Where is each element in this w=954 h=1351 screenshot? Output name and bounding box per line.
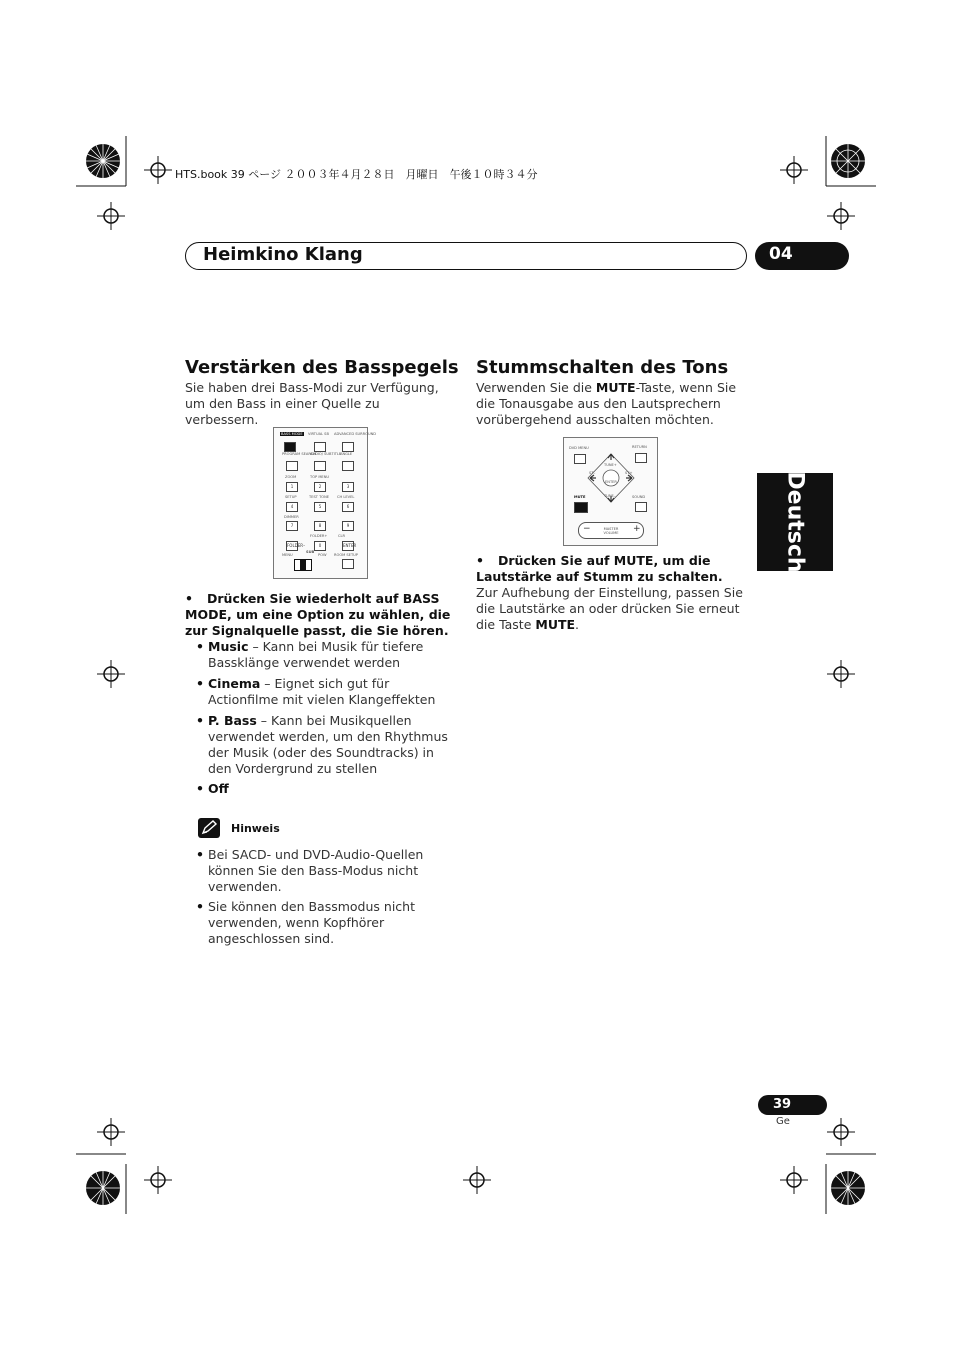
mute-key: MUTE	[595, 380, 636, 395]
option-desc: – Kann bei Musikquellen verwendet werden, um den Rhythmus der Musik (oder des Soundtracks) in den Vordergrund zu stellen	[208, 713, 448, 776]
remote-label: SETUP	[285, 495, 297, 499]
crosshair-mark	[780, 156, 808, 184]
remote-label: SUB	[306, 550, 315, 554]
remote-label: PROGRAM SEARCH	[282, 452, 316, 456]
remote-label: BASS MODE	[281, 432, 303, 436]
remote-label: CLR	[338, 534, 346, 538]
room-setup-button	[342, 559, 354, 569]
remote-label: DIMMER	[284, 515, 299, 519]
remote-label: TOP MENU	[310, 475, 330, 479]
remote-illustration-mute	[563, 437, 658, 546]
language-tab-label: Deutsch	[782, 471, 808, 573]
chapter-title: Heimkino Klang	[203, 244, 363, 265]
remote-label: ROOM SETUP	[334, 553, 358, 557]
remote-button-enter: ENTER	[342, 541, 354, 551]
bass-intro: Sie haben drei Bass-Modi zur Verfügung, um den Bass in einer Quelle zu verbessern.	[185, 380, 439, 427]
remote-label: FOLDER+	[310, 534, 328, 538]
option-term: Cinema	[208, 676, 261, 691]
option-desc: – Kann bei Musik für tiefere Bassklänge verwendet werden	[208, 639, 424, 670]
mute-after-text: Zur Aufhebung der Einstellung, passen Sie die Lautstärke an oder drücken Sie erneut die Taste	[476, 585, 743, 632]
remote-button-3: 3	[342, 482, 354, 492]
list-item	[186, 639, 458, 671]
remote-button	[286, 461, 298, 471]
remote-button-9: 9	[342, 521, 354, 531]
master-volume-control	[578, 522, 644, 539]
remote-label: ST–	[589, 471, 596, 475]
list-item	[186, 713, 458, 777]
remote-label: DVD MENU	[569, 446, 589, 450]
page-number: 39	[758, 1095, 827, 1115]
remote-label: ANGLE	[340, 452, 353, 456]
remote-button-2: 2	[314, 482, 326, 492]
remote-button-clr: FOLDER–	[286, 541, 298, 551]
remote-label: RETURN	[632, 445, 647, 449]
bass-mode-button	[284, 442, 296, 452]
remote-button-6: 6	[342, 502, 354, 512]
mute-button	[574, 502, 588, 513]
option-term: Off	[208, 781, 229, 796]
remote-label: CH LEVEL	[337, 495, 355, 499]
crop-mark-bottom-left	[76, 1150, 140, 1214]
mute-intro-text: Verwenden Sie die	[476, 380, 596, 395]
remote-label: ENTER	[605, 480, 617, 484]
remote-illustration-bass-mode	[273, 427, 377, 579]
option-desc: – Eignet sich gut für Actionfilme mit vielen Klangeffekten	[208, 676, 436, 707]
remote-button-0: 0	[314, 541, 326, 551]
remote-label: AUDIO/ SUBTITLE	[310, 452, 342, 456]
mute-step-text: Drücken Sie auf MUTE, um die Lautstärke auf Stumm zu schalten.	[476, 553, 723, 584]
remote-button-5: 5	[314, 502, 326, 512]
remote-label: SOUND	[632, 495, 646, 499]
remote-label: TUNE–	[604, 494, 616, 498]
list-item	[186, 676, 458, 708]
remote-label: VIRTUAL SB	[308, 432, 329, 436]
remote-button	[342, 461, 354, 471]
crosshair-mark	[827, 1118, 855, 1146]
volume-plus-label: +	[633, 524, 641, 534]
print-header: HTS.book 39 ページ ２００３年４月２８日 月曜日 午後１０時３４分	[175, 168, 538, 181]
remote-button	[314, 461, 326, 471]
remote-label: POW	[318, 553, 327, 557]
volume-minus-label: −	[583, 524, 591, 534]
remote-button-1: 1	[286, 482, 298, 492]
chapter-number: 04	[755, 242, 849, 270]
option-term: P. Bass	[208, 713, 257, 728]
crop-mark-top-left	[76, 136, 140, 200]
list-item	[186, 847, 436, 895]
remote-label: ST+	[625, 471, 633, 475]
list-item	[186, 781, 458, 797]
crosshair-mark	[780, 1166, 808, 1194]
note-list	[186, 847, 436, 951]
page-language-code: Ge	[776, 1116, 790, 1127]
crosshair-mark	[144, 1166, 172, 1194]
note-title: Hinweis	[231, 822, 280, 835]
bass-step-instruction: • Drücken Sie wiederholt auf BASS MODE, um eine Option zu wählen, die zur Signalquelle passt, die Sie hören.	[185, 591, 451, 638]
sound-button	[635, 502, 647, 512]
list-item	[186, 899, 436, 947]
crosshair-mark	[97, 1118, 125, 1146]
mute-intro	[476, 380, 748, 428]
crosshair-mark	[827, 660, 855, 688]
remote-button-8: 8	[314, 521, 326, 531]
crosshair-mark	[97, 202, 125, 230]
remote-button-7: 7	[286, 521, 298, 531]
remote-label: ADVANCED SURROUND	[334, 432, 377, 436]
mute-after	[476, 585, 748, 633]
language-tab	[757, 473, 833, 571]
note-pencil-icon	[198, 818, 220, 838]
remote-label: ZOOM	[285, 475, 297, 479]
master-volume-label: MASTER VOLUME	[603, 527, 619, 535]
crop-mark-top-right	[812, 136, 876, 200]
bass-step-text: Drücken Sie wiederholt auf BASS MODE, um eine Option zu wählen, die zur Signalquelle passt, die Sie hören.	[185, 591, 451, 638]
crosshair-mark	[144, 156, 172, 184]
crosshair-mark	[463, 1166, 491, 1194]
section-heading-mute: Stummschalten des Tons	[476, 357, 729, 378]
remote-label: TEST TONE	[309, 495, 330, 499]
remote-label: TUNE+	[604, 463, 617, 467]
remote-button-4: 4	[286, 502, 298, 512]
note-text: Sie können den Bassmodus nicht verwenden, wenn Kopfhörer angeschlossen sind.	[208, 899, 415, 946]
option-term: Music	[208, 639, 249, 654]
remote-button	[342, 442, 354, 452]
crosshair-mark	[97, 660, 125, 688]
mode-slider-switch	[294, 559, 312, 571]
mute-after-text: .	[575, 617, 580, 632]
remote-label: MENU	[282, 553, 293, 557]
bass-options-list	[186, 639, 458, 801]
crosshair-mark	[827, 202, 855, 230]
crop-mark-bottom-right	[812, 1150, 876, 1214]
remote-button	[314, 442, 326, 452]
mute-step-instruction: • Drücken Sie auf MUTE, um die Lautstärke auf Stumm zu schalten.	[476, 553, 723, 584]
section-heading-bass: Verstärken des Basspegels	[185, 357, 459, 378]
remote-label: MUTE	[574, 495, 586, 499]
mute-key: MUTE	[535, 617, 576, 632]
mute-intro-text: -Taste, wenn Sie die Tonausgabe aus den Lautsprechern vorübergehend ausschalten möchten.	[476, 380, 737, 427]
note-text: Bei SACD- und DVD-Audio-Quellen können Sie den Bass-Modus nicht verwenden.	[208, 847, 424, 894]
